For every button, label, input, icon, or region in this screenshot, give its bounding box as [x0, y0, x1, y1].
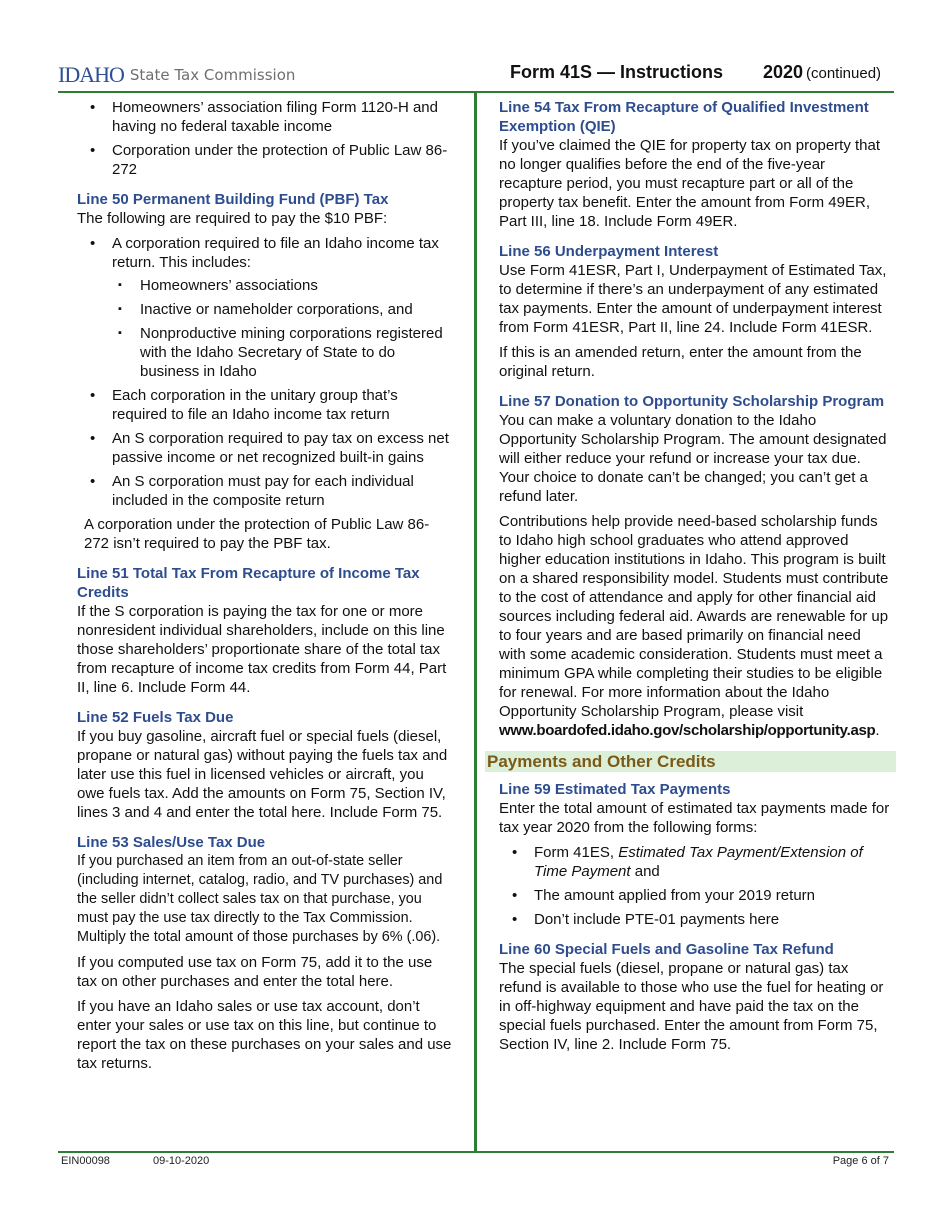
line60-heading: Line 60 Special Fuels and Gasoline Tax Refund [499, 941, 834, 958]
line53-heading: Line 53 Sales/Use Tax Due [77, 834, 266, 851]
intro-bullet-list [77, 98, 452, 179]
list-item: • Corporation under the protection of Public Law 86-272 [90, 142, 448, 178]
agency-name: State Tax Commission [129, 66, 296, 84]
line57-text-2: Contributions help provide need-based scholarship funds to Idaho high school graduates who attend approved higher education institutions in Idaho. This program is built on a shared responsibility model. Students must contribute to the cost of attendance and apply for other financial aid sources including federal aid. Awards are renewable for up to four years and are based primarily on financial need with some academic consideration. Students must meet a minimum GPA while completing their studies to be eligible for renewal. For more information about the Idaho Opportunity Scholarship Program, please visit www.boardofed.idaho.gov/scholarship/opportunity.asp. [499, 513, 889, 739]
line54-heading: Line 54 Tax From Recapture of Qualified Investment Exemption (QIE) [499, 99, 869, 135]
page-header [58, 58, 892, 92]
line53-text-3: If you have an Idaho sales or use tax account, don’t enter your sales or use tax on this line, but continue to report the tax on these purchases on your sales and use tax returns. [77, 998, 452, 1072]
logo-mark: IDAHO [58, 62, 124, 87]
line57-heading: Line 57 Donation to Opportunity Scholarship Program [499, 393, 885, 410]
line51-section [77, 564, 452, 697]
line52-text: If you buy gasoline, aircraft fuel or special fuels (diesel, propane or natural gas) without paying the fuels tax and later use this fuel in licensed vehicles or aircraft, you owe fuels tax. Add the amounts on Form 75, Section IV, lines 3 and 4 and enter the total here. Include Form 75. [77, 728, 448, 821]
list-item: • An S corporation required to pay tax on excess net passive income or net recognized built-in gains [90, 430, 449, 466]
continued-label: (continued) [806, 65, 882, 82]
form-year: 2020 [763, 62, 804, 82]
line60-text: The special fuels (diesel, propane or natural gas) tax refund is available to those who use the fuel for heating or in off-highway equipment and have paid the tax on the special fuels purchased. Enter the amount from Form 75, Section IV, line 2. Include Form 75. [499, 960, 884, 1053]
column-divider [474, 92, 477, 1152]
list-item: • Each corporation in the unitary group that’s required to file an Idaho income tax return [90, 387, 398, 423]
line50-sub-bullets [112, 276, 452, 381]
form-title: Form 41S — Instructions [510, 62, 724, 82]
list-item: ▪ Nonproductive mining corporations registered with the Idaho Secretary of State to do business in Idaho [118, 325, 443, 380]
line52-section [77, 708, 452, 822]
line53-text-2: If you computed use tax on Form 75, add it to the use tax on other purchases and enter the total here. [77, 954, 433, 990]
right-column [487, 98, 891, 1065]
line50-bullets [77, 234, 452, 510]
line60-section [499, 940, 891, 1054]
list-item: • An S corporation must pay for each individual included in the composite return [90, 473, 414, 509]
list-item: • The amount applied from your 2019 return [512, 887, 815, 904]
line59-bullets [499, 843, 891, 929]
line59-heading: Line 59 Estimated Tax Payments [499, 781, 731, 798]
line50-heading: Line 50 Permanent Building Fund (PBF) Tax [77, 191, 389, 208]
list-item: • Form 41ES, Estimated Tax Payment/Extension of Time Payment and [512, 844, 863, 880]
page-number: Page 6 of 7 [832, 1155, 889, 1167]
footer-code: EIN00098 [61, 1155, 110, 1167]
line50-section [77, 190, 452, 553]
line54-section [499, 98, 891, 231]
list-item: • Homeowners’ association filing Form 1120-H and having no federal taxable income [90, 99, 438, 135]
line52-heading: Line 52 Fuels Tax Due [77, 709, 234, 726]
left-column [77, 98, 452, 1084]
list-item: ▪ Homeowners’ associations [118, 277, 318, 294]
list-item: ▪ Inactive or nameholder corporations, and [118, 301, 413, 318]
line50-note: A corporation under the protection of Public Law 86-272 isn’t required to pay the PBF tax. [84, 516, 430, 552]
line51-text: If the S corporation is paying the tax for one or more nonresident individual shareholders, include on this line those shareholders’ proportionate share of the total tax from recapture of income tax credits from Form 44, Part II, line 6. Include Form 44. [77, 603, 447, 696]
section-header-payments: Payments and Other Credits [485, 751, 896, 772]
line54-text: If you’ve claimed the QIE for property tax on property that no longer qualifies before the end of the five-year recapture period, you must recapture part or all of the property tax benefit. Enter the amount from Form 49ER, Part III, line 18. Include Form 49ER. [499, 137, 881, 230]
footer-date: 09-10-2020 [153, 1155, 210, 1167]
idaho-logo [58, 62, 295, 88]
list-item: • A corporation required to file an Idaho income tax return. This includes: ▪ Homeowners’ associations ▪ Inactive or nameholder corporations, and ▪ Nonproductive mining corporations registered with the Idaho Secretary of State to do business in Idaho [77, 234, 452, 381]
line56-text-1: Use Form 41ESR, Part I, Underpayment of Estimated Tax, to determine if there’s an underpayment of any estimated tax payments. Enter the amount of underpayment interest from Form 41ESR, Part II, line 24. Include Form 41ESR. [499, 262, 887, 336]
line57-section [499, 392, 891, 740]
line59-text: Enter the total amount of estimated tax payments made for tax year 2020 from the following forms: [499, 800, 890, 836]
line51-heading: Line 51 Total Tax From Recapture of Income Tax Credits [77, 565, 420, 601]
line50-intro: The following are required to pay the $10 PBF: [77, 210, 388, 227]
line56-section [499, 242, 891, 381]
line56-text-2: If this is an amended return, enter the amount from the original return. [499, 344, 862, 380]
line53-text-1: If you purchased an item from an out-of-state seller (including internet, catalog, radio, and TV purchases) and the seller didn’t collect sales tax on that purchase, you must pay the use tax directly to the Tax Commission. Multiply the total amount of those purchases by 6% (.06). [77, 853, 443, 945]
line57-text-1: You can make a voluntary donation to the Idaho Opportunity Scholarship Program. The amount designated will either reduce your refund or increase your tax due. Your choice to donate can’t be changed; you can’t get a refund later. [499, 412, 887, 505]
line53-section [77, 833, 452, 1073]
line56-heading: Line 56 Underpayment Interest [499, 243, 719, 260]
line59-section [499, 780, 891, 929]
footer-divider [58, 1151, 894, 1153]
list-item: • Don’t include PTE-01 payments here [512, 911, 780, 928]
scholarship-url[interactable]: www.boardofed.idaho.gov/scholarship/opportunity.asp [499, 722, 876, 739]
